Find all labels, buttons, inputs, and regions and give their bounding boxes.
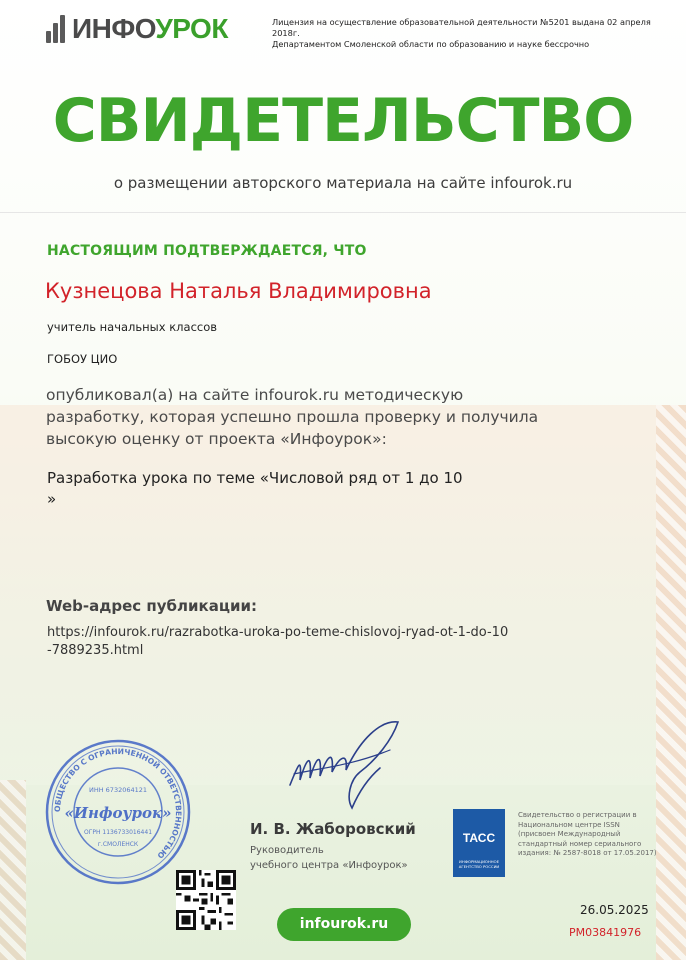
issue-date: 26.05.2025 [580,903,649,917]
site-link-button[interactable]: infourok.ru [277,908,411,941]
recipient-organization: ГОБОУ ЦИО [47,352,118,366]
signature-image [280,710,410,820]
decorative-stripes-left [0,780,26,960]
logo-text [72,13,228,45]
stamp-inn: ИНН 6732064121 [88,786,148,794]
logo-bars-icon [46,15,68,43]
divider [0,212,686,213]
certificate-subtitle: о размещении авторского материала на сайте infourok.ru [113,174,573,192]
logo-prefix: ИНФО [72,13,156,44]
publication-url-line-1: https://infourok.ru/razrabotka-uroka-po-teme-chislovoj-ryad-ot-1-do-10 [47,625,509,640]
work-title [47,468,517,510]
tass-logo-text: ТАСС [462,831,496,845]
web-address-label: Web-адрес публикации: [46,597,257,615]
confirm-heading: НАСТОЯЩИМ ПОДТВЕРЖДАЕТСЯ, ЧТО [47,243,367,259]
issn-registration-text: Свидетельство о регистрации в Национальном центре ISSN (присвоен Международный стандартный номер сериального издания: № 2587-8018 от 17.05.2017) [518,811,657,857]
license-line-2: Департаментом Смоленской области по образованию и науке бессрочно [272,39,590,49]
infourok-logo [46,12,228,46]
qr-code [176,870,236,930]
signer-name: И. В. Жаборовский [250,820,416,838]
publication-url-line-2: -7889235.html [47,643,144,658]
stamp-city: г.СМОЛЕНСК [97,841,139,848]
signer-role-line-1: Руководитель [250,845,324,856]
license-text [272,17,672,50]
document-id: PM03841976 [569,926,642,939]
stamp-ogrn: ОГРН 1136733016441 [83,829,153,836]
company-stamp [44,738,192,886]
published-statement: опубликовал(а) на сайте infourok.ru методическую разработку, которая успешно прошла проверку и получила высокую оценку от проекта «Инфоурок»: [46,386,539,448]
license-line-1: Лицензия на осуществление образовательной деятельности №5201 выдана 02 апреля 2018г. [272,17,651,38]
certificate-title: СВИДЕТЕЛЬСТВО [52,86,634,156]
logo-suffix: УРОК [155,13,228,44]
decorative-stripes-right [656,405,686,960]
stamp-center-text: «Инфоурок» [64,804,172,822]
work-title-line-2: » [47,490,57,508]
recipient-position: учитель начальных классов [47,320,218,334]
recipient-name: Кузнецова Наталья Владимировна [45,279,432,303]
stamp-ring-text: ОБЩЕСТВО С ОГРАНИЧЕННОЙ ОТВЕТСТВЕННОСТЬЮ [52,746,184,861]
tass-logo-subtext: ИНФОРМАЦИОННОЕ АГЕНТСТВО РОССИИ [458,859,500,869]
signer-role-line-2: учебного центра «Инфоурок» [250,860,408,871]
work-title-line-1: Разработка урока по теме «Числовой ряд от 1 до 10 [47,469,463,487]
signer-role [250,843,430,873]
tass-logo [453,809,505,877]
publication-url[interactable] [47,624,567,660]
